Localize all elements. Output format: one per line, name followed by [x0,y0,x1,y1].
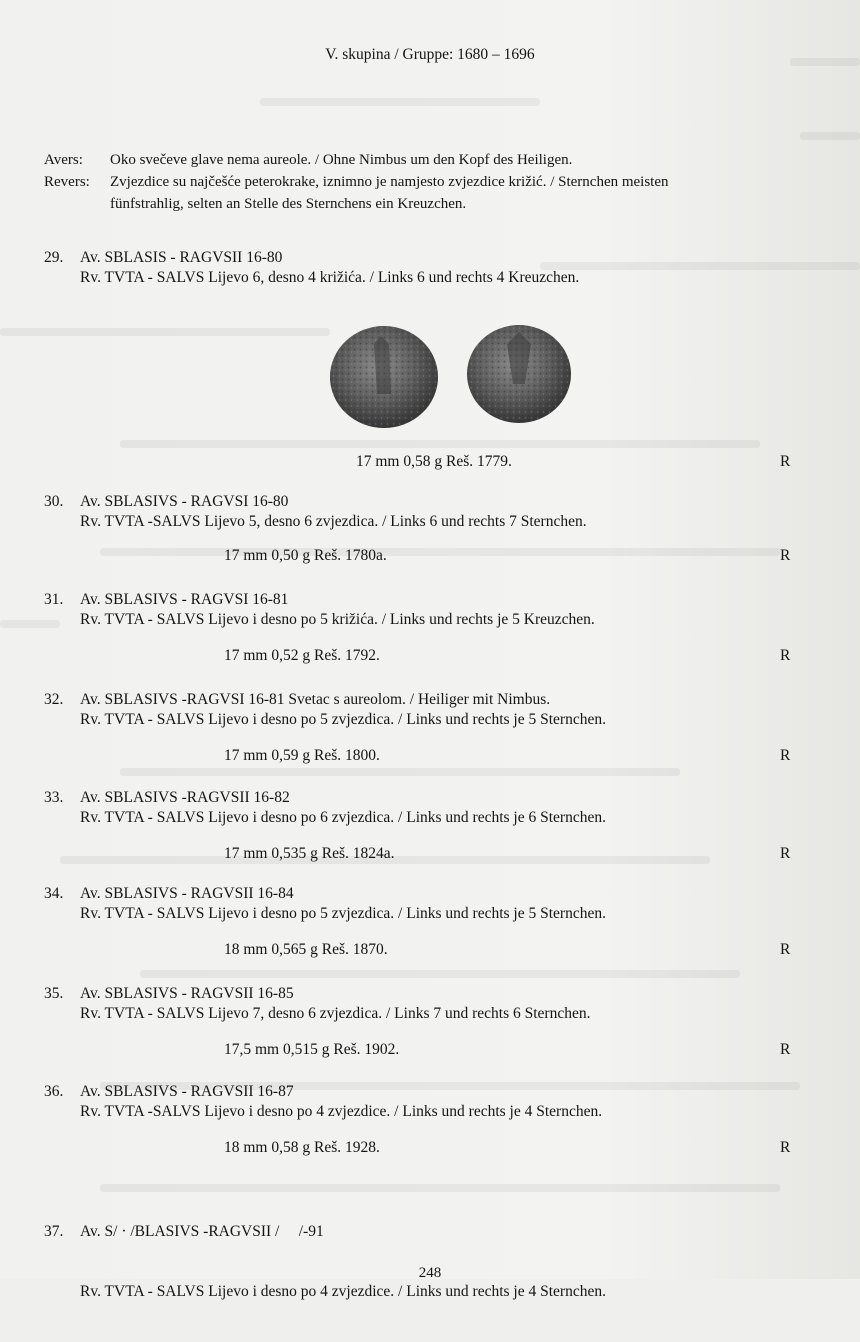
catalog-entry [44,984,844,1024]
page-number: 248 [418,1265,442,1281]
rarity-mark: R [780,453,791,470]
coin-obverse-image [330,326,438,428]
entry-avers: Av. SBLASIVS -RAGVSII 16-82 [80,789,290,806]
entry-number: 35. [44,985,64,1002]
revers-text: Zvjezdice su najčešće peterokrake, iznimno je namjesto zvjezdice križić. / Sternchen meisten [110,174,669,190]
entry-avers: Av. SBLASIVS - RAGVSII 16-85 [80,985,294,1002]
entry-revers: Rv. TVTA -SALVS Lijevo i desno po 4 zvjezdice. / Links und rechts je 4 Sternchen. [80,1103,603,1120]
entry-number: 29. [44,249,64,266]
entry-measurements: 18 mm 0,565 g Reš. 1870. [224,941,388,958]
entry-revers: Rv. TVTA - SALVS Lijevo i desno po 5 zvjezdica. / Links und rechts je 5 Sternchen. [80,711,606,728]
avers-text: Oko svečeve glave nema aureole. / Ohne Nimbus um den Kopf des Heiligen. [110,152,573,168]
avers-label: Avers: [44,152,83,168]
entry-number: 31. [44,591,64,608]
entry-revers: Rv. TVTA - SALVS Lijevo i desno po 5 zvjezdica. / Links und rechts je 5 Sternchen. [80,905,606,922]
entry-measurements: 18 mm 0,58 g Reš. 1928. [224,1139,380,1156]
entry-measurements: 17 mm 0,59 g Reš. 1800. [224,747,380,764]
catalog-entry [44,590,844,630]
entry-revers: Rv. TVTA - SALVS Lijevo i desno po 5 križića. / Links und rechts je 5 Kreuzchen. [80,611,595,628]
revers-text-continued: fünfstrahlig, selten an Stelle des Sternchens ein Kreuzchen. [110,196,467,212]
entry-avers: Av. SBLASIS - RAGVSII 16-80 [80,249,283,266]
entry-number: 34. [44,885,64,902]
coin-reverse-image [467,325,571,423]
entry-measurements: 17 mm 0,50 g Reš. 1780a. [224,547,387,564]
rarity-mark: R [780,1139,791,1156]
entry-avers: Av. SBLASIVS -RAGVSI 16-81 Svetac s aureolom. / Heiliger mit Nimbus. [80,691,551,708]
coin-photographs [329,324,574,432]
entry-measurements: 17 mm 0,535 g Reš. 1824a. [224,845,395,862]
rarity-mark: R [780,1041,791,1058]
catalog-entry [44,1082,844,1122]
rarity-mark: R [780,547,791,564]
catalog-entry [44,492,844,532]
avers-note [44,150,572,170]
entry-revers: Rv. TVTA - SALVS Lijevo 7, desno 6 zvjezdica. / Links 7 und rechts 6 Sternchen. [80,1005,591,1022]
entry-number: 33. [44,789,64,806]
entry-revers: Rv. TVTA -SALVS Lijevo 5, desno 6 zvjezdica. / Links 6 und rechts 7 Sternchen. [80,513,587,530]
entry-number: 32. [44,691,64,708]
entry-revers: Rv. TVTA - SALVS Lijevo i desno po 4 zvjezdice. / Links und rechts je 4 Sternchen. [80,1283,606,1300]
entry-avers: Av. SBLASIVS - RAGVSII 16-87 [80,1083,294,1100]
revers-note [44,172,669,192]
entry-revers: Rv. TVTA - SALVS Lijevo i desno po 6 zvjezdica. / Links und rechts je 6 Sternchen. [80,809,606,826]
rarity-mark: R [780,941,791,958]
catalog-entry [44,788,844,828]
entry-revers: Rv. TVTA - SALVS Lijevo 6, desno 4 križića. / Links 6 und rechts 4 Kreuzchen. [80,269,580,286]
entry-avers: Av. S/ · /BLASIVS -RAGVSII / /-91 [80,1223,324,1240]
catalog-entry [44,884,844,924]
rarity-mark: R [780,747,791,764]
entry-measurements: 17 mm 0,58 g Reš. 1779. [356,453,512,470]
rarity-mark: R [780,647,791,664]
rarity-mark: R [780,845,791,862]
entry-number: 30. [44,493,64,510]
entry-measurements: 17 mm 0,52 g Reš. 1792. [224,647,380,664]
entry-avers: Av. SBLASIVS - RAGVSI 16-80 [80,493,289,510]
entry-avers: Av. SBLASIVS - RAGVSII 16-84 [80,885,294,902]
catalog-entry [44,690,844,730]
catalog-entry [44,248,844,288]
section-title: V. skupina / Gruppe: 1680 – 1696 [325,46,535,63]
catalog-entry [44,1182,844,1342]
entry-number: 36. [44,1083,64,1100]
revers-label: Revers: [44,174,90,190]
entry-number: 37. [44,1223,64,1240]
entry-avers: Av. SBLASIVS - RAGVSI 16-81 [80,591,289,608]
entry-measurements: 17,5 mm 0,515 g Reš. 1902. [224,1041,400,1058]
